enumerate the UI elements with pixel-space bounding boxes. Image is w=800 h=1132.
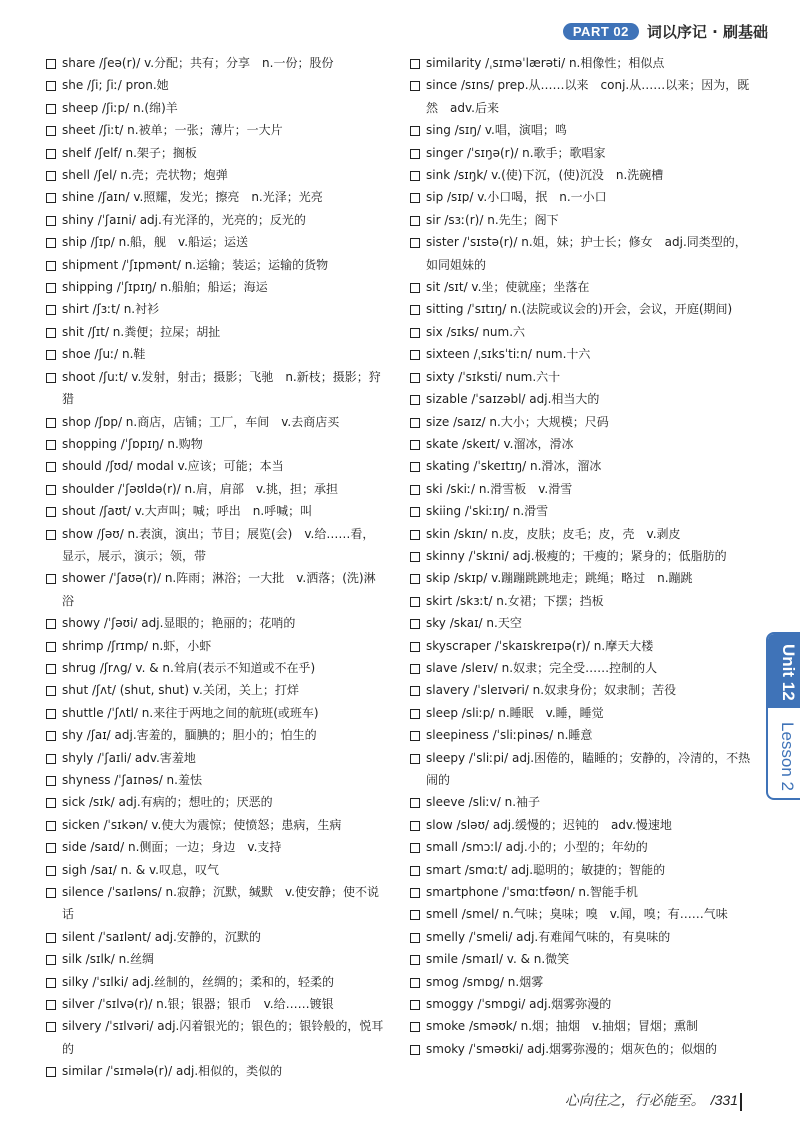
- vocab-entry: [46, 948, 386, 970]
- vocab-entry: [410, 523, 758, 545]
- checkbox-icon[interactable]: [410, 350, 420, 360]
- vocab-entry-text: smelly /ˈsmeli/ adj.有难闻气味的，有臭味的: [426, 929, 671, 944]
- vocab-entry: [46, 97, 386, 119]
- vocab-entry: [410, 993, 758, 1015]
- vocab-entry: [410, 52, 758, 74]
- vocab-entry: [410, 500, 758, 522]
- vocab-entry-text: since /sɪns/ prep.从……以来 conj.从……以来；因为，既然 adv.后来: [426, 78, 750, 115]
- vocab-entry-text: small /smɔːl/ adj.小的；小型的；年幼的: [426, 840, 648, 855]
- vocab-entry: [410, 545, 758, 567]
- vocab-entry-text: shipping /ˈʃɪpɪŋ/ n.船舶；船运；海运: [62, 280, 268, 295]
- vocab-entry-text: skyscraper /ˈskaɪskreɪpə(r)/ n.摩天大楼: [426, 638, 654, 653]
- checkbox-icon[interactable]: [410, 798, 420, 808]
- checkbox-icon[interactable]: [46, 933, 56, 943]
- checkbox-icon[interactable]: [46, 955, 56, 965]
- vocab-entry-text: shut /ʃʌt/ (shut, shut) v.关闭，关上；打烊: [62, 683, 299, 698]
- vocab-entry: [46, 702, 386, 724]
- checkbox-icon[interactable]: [46, 821, 56, 831]
- checkbox-icon[interactable]: [46, 171, 56, 181]
- vocab-entry: [410, 411, 758, 433]
- checkbox-icon[interactable]: [46, 530, 56, 540]
- vocab-entry: [410, 881, 758, 903]
- vocab-entry: [410, 231, 758, 276]
- vocab-entry: [410, 948, 758, 970]
- vocab-entry-text: silvery /ˈsɪlvəri/ adj.闪着银光的；银色的；银铃般的，悦耳的: [62, 1019, 384, 1056]
- vocab-entry: [46, 142, 386, 164]
- vocab-entry-text: showy /ˈʃəʊi/ adj.显眼的；艳丽的；花哨的: [62, 616, 296, 631]
- vocab-entry-text: shy /ʃaɪ/ adj.害羞的，腼腆的；胆小的；怕生的: [62, 728, 317, 743]
- vocab-entry-text: shoe /ʃuː/ n.鞋: [62, 347, 146, 362]
- vocab-entry: [410, 567, 758, 589]
- checkbox-icon[interactable]: [410, 216, 420, 226]
- checkbox-icon[interactable]: [46, 216, 56, 226]
- unit-label: Unit 12: [779, 643, 798, 701]
- vocab-entry-text: side /saɪd/ n.侧面；一边；身边 v.支持: [62, 840, 282, 855]
- vocab-entry: [46, 500, 386, 522]
- vocab-entry: [410, 164, 758, 186]
- checkbox-icon[interactable]: [46, 709, 56, 719]
- checkbox-icon[interactable]: [46, 328, 56, 338]
- vocab-entry: [410, 702, 758, 724]
- vocab-entry-text: shower /ˈʃaʊə(r)/ n.阵雨；淋浴；一大批 v.洒落；(洗)淋浴: [62, 571, 376, 608]
- vocab-entry: [46, 612, 386, 634]
- vocab-entry-text: ski /skiː/ n.滑雪板 v.滑雪: [426, 481, 573, 496]
- vocab-entry-text: sheep /ʃiːp/ n.(绵)羊: [62, 100, 178, 115]
- vocab-entry-text: shout /ʃaʊt/ v.大声叫；喊；呼出 n.呼喊；叫: [62, 504, 313, 519]
- vocab-entry-text: shiny /ˈʃaɪni/ adj.有光泽的，光亮的；反光的: [62, 212, 306, 227]
- unit-side-tab: [766, 632, 800, 800]
- checkbox-icon[interactable]: [410, 126, 420, 136]
- vocab-entry-text: sleepiness /ˈsliːpinəs/ n.睡意: [426, 728, 593, 743]
- vocab-entry-text: shyness /ˈʃaɪnəs/ n.羞怯: [62, 773, 202, 787]
- checkbox-icon[interactable]: [410, 574, 420, 584]
- vocab-entry: [46, 254, 386, 276]
- vocab-entry: [46, 679, 386, 701]
- checkbox-icon[interactable]: [46, 798, 56, 808]
- vocab-entry-text: she /ʃi; ʃiː/ pron.她: [62, 78, 169, 93]
- checkbox-icon[interactable]: [46, 104, 56, 114]
- vocab-entry: [410, 74, 758, 119]
- checkbox-icon[interactable]: [46, 619, 56, 629]
- vocab-entry-text: similar /ˈsɪmələ(r)/ adj.相似的，类似的: [62, 1064, 283, 1079]
- checkbox-icon[interactable]: [46, 1022, 56, 1032]
- vocab-entry: [410, 635, 758, 657]
- checkbox-icon[interactable]: [46, 305, 56, 315]
- checkbox-icon[interactable]: [410, 664, 420, 674]
- vocab-entry: [46, 52, 386, 74]
- vocab-entry: [410, 1038, 758, 1060]
- checkbox-icon[interactable]: [410, 910, 420, 920]
- checkbox-icon[interactable]: [410, 81, 420, 91]
- vocab-entry-text: smoky /ˈsməʊki/ adj.烟雾弥漫的；烟灰色的；似烟的: [426, 1041, 718, 1056]
- checkbox-icon[interactable]: [46, 776, 56, 786]
- checkbox-icon[interactable]: [46, 754, 56, 764]
- checkbox-icon[interactable]: [410, 955, 420, 965]
- vocab-entry-text: sing /sɪŋ/ v.唱，演唱；鸣: [426, 123, 567, 138]
- checkbox-icon[interactable]: [46, 1067, 56, 1077]
- checkbox-icon[interactable]: [410, 619, 420, 629]
- checkbox-icon[interactable]: [46, 866, 56, 876]
- checkbox-icon[interactable]: [410, 888, 420, 898]
- right-vocab-column: [410, 52, 758, 1060]
- vocab-entry: [46, 164, 386, 186]
- vocab-entry-text: sit /sɪt/ v.坐；使就座；坐落在: [426, 280, 590, 295]
- vocab-entry-text: shipment /ˈʃɪpmənt/ n.运输；装运；运输的货物: [62, 257, 329, 272]
- vocab-entry-text: silk /sɪlk/ n.丝绸: [62, 952, 154, 967]
- vocab-entry-text: shyly /ˈʃaɪli/ adv.害羞地: [62, 750, 196, 765]
- vocab-entry-text: sheet /ʃiːt/ n.被单；一张；薄片；一大片: [62, 123, 283, 138]
- vocab-entry: [410, 903, 758, 925]
- vocab-entry: [410, 478, 758, 500]
- checkbox-icon[interactable]: [46, 664, 56, 674]
- vocab-entry-text: slave /sleɪv/ n.奴隶；完全受……控制的人: [426, 660, 658, 675]
- checkbox-icon[interactable]: [46, 507, 56, 517]
- vocab-entry-text: silent /ˈsaɪlənt/ adj.安静的，沉默的: [62, 929, 261, 944]
- checkbox-icon[interactable]: [46, 149, 56, 159]
- checkbox-icon[interactable]: [46, 373, 56, 383]
- vocab-entry-text: skiing /ˈskiːɪŋ/ n.滑雪: [426, 504, 549, 519]
- vocab-entry: [410, 366, 758, 388]
- vocab-entry: [410, 321, 758, 343]
- vocab-entry: [46, 747, 386, 769]
- vocab-entry: [410, 298, 758, 320]
- vocab-entry: [46, 971, 386, 993]
- vocab-entry-text: sitting /ˈsɪtɪŋ/ n.(法院或议会的)开会，会议，开庭(期间): [426, 302, 733, 317]
- vocab-entry-text: shrug /ʃrʌg/ v. & n.耸肩(表示不知道或不在乎): [62, 660, 316, 675]
- vocab-entry-text: shoot /ʃuːt/ v.发射，射击；摄影；飞驰 n.新枝；摄影；狩猎: [62, 369, 381, 407]
- checkbox-icon[interactable]: [410, 709, 420, 719]
- vocab-entry: [410, 791, 758, 813]
- vocab-entry-text: sleepy /ˈsliːpi/ adj.困倦的，瞌睡的；安静的，冷清的，不热闹的: [426, 750, 751, 787]
- vocab-entry-text: smell /smel/ n.气味；臭味；嗅 v.闻，嗅；有……气味: [426, 907, 728, 922]
- checkbox-icon[interactable]: [410, 373, 420, 383]
- vocab-entry: [46, 814, 386, 836]
- vocab-entry-text: shuttle /ˈʃʌtl/ n.来往于两地之间的航班(或班车): [62, 705, 319, 720]
- vocab-entry-text: sir /sɜː(r)/ n.先生；阁下: [426, 212, 559, 227]
- vocab-entry-text: sigh /saɪ/ n. & v.叹息，叹气: [62, 862, 219, 877]
- vocab-entry-text: six /sɪks/ num.六: [426, 324, 526, 339]
- vocab-entry-text: size /saɪz/ n.大小；大规模；尺码: [426, 414, 609, 429]
- vocab-entry: [410, 1015, 758, 1037]
- checkbox-icon[interactable]: [410, 552, 420, 562]
- vocab-entry-text: smartphone /ˈsmɑːtfəʊn/ n.智能手机: [426, 885, 638, 900]
- checkbox-icon[interactable]: [410, 283, 420, 293]
- checkbox-icon[interactable]: [410, 686, 420, 696]
- vocab-entry-text: shine /ʃaɪn/ v.照耀，发光；擦亮 n.光泽；光亮: [62, 190, 323, 205]
- vocab-entry: [410, 388, 758, 410]
- checkbox-icon[interactable]: [410, 933, 420, 943]
- vocab-entry: [46, 186, 386, 208]
- checkbox-icon[interactable]: [46, 261, 56, 271]
- vocab-entry: [46, 567, 386, 612]
- checkbox-icon[interactable]: [410, 440, 420, 450]
- vocab-entry-text: skating /ˈskeɪtɪŋ/ n.滑冰，溜冰: [426, 459, 602, 474]
- vocab-entry-text: singer /ˈsɪŋə(r)/ n.歌手；歌唱家: [426, 145, 606, 160]
- page-header: [563, 18, 768, 44]
- checkbox-icon[interactable]: [410, 821, 420, 831]
- checkbox-icon[interactable]: [410, 507, 420, 517]
- checkbox-icon[interactable]: [410, 843, 420, 853]
- vocab-entry: [46, 791, 386, 813]
- checkbox-icon[interactable]: [410, 1045, 420, 1055]
- vocab-entry-text: shelf /ʃelf/ n.架子；搁板: [62, 145, 197, 160]
- vocab-entry: [410, 612, 758, 634]
- vocab-entry: [410, 590, 758, 612]
- vocab-entry: [410, 433, 758, 455]
- checkbox-icon[interactable]: [410, 59, 420, 69]
- vocab-entry-text: sixteen /ˌsɪksˈtiːn/ num.十六: [426, 347, 591, 362]
- vocab-entry-text: silky /ˈsɪlki/ adj.丝制的，丝绸的；柔和的，轻柔的: [62, 974, 335, 989]
- checkbox-icon[interactable]: [410, 642, 420, 652]
- vocab-entry: [46, 119, 386, 141]
- checkbox-icon[interactable]: [46, 238, 56, 248]
- vocab-entry: [410, 209, 758, 231]
- footer-motto: 心向往之，行必能至。: [564, 1093, 705, 1109]
- checkbox-icon[interactable]: [46, 59, 56, 69]
- checkbox-icon[interactable]: [410, 418, 420, 428]
- checkbox-icon[interactable]: [410, 305, 420, 315]
- vocab-entry: [410, 814, 758, 836]
- checkbox-icon[interactable]: [410, 597, 420, 607]
- vocab-entry: [46, 74, 386, 96]
- vocab-entry: [46, 657, 386, 679]
- vocab-entry: [410, 343, 758, 365]
- checkbox-icon[interactable]: [410, 754, 420, 764]
- vocab-entry: [46, 231, 386, 253]
- vocab-entry-text: shit /ʃɪt/ n.粪便；拉屎；胡扯: [62, 324, 221, 339]
- vocab-entry: [46, 321, 386, 343]
- checkbox-icon[interactable]: [410, 171, 420, 181]
- checkbox-icon[interactable]: [46, 462, 56, 472]
- vocab-entry: [410, 119, 758, 141]
- vocab-entry-text: sixty /ˈsɪksti/ num.六十: [426, 369, 561, 384]
- checkbox-icon[interactable]: [46, 642, 56, 652]
- vocab-entry-text: skin /skɪn/ n.皮，皮肤；皮毛；皮，壳 v.剥皮: [426, 526, 681, 541]
- vocab-entry-text: silence /ˈsaɪləns/ n.寂静；沉默，缄默 v.使安静；使不说话: [62, 885, 379, 922]
- vocab-entry-text: share /ʃeə(r)/ v.分配；共有；分享 n.一份；股份: [62, 56, 334, 70]
- vocab-entry-text: sleep /sliːp/ n.睡眠 v.睡，睡觉: [426, 705, 604, 720]
- part-badge: PART 02: [563, 23, 639, 40]
- checkbox-icon[interactable]: [46, 888, 56, 898]
- vocab-entry: [410, 836, 758, 858]
- vocab-entry-text: sicken /ˈsɪkən/ v.使大为震惊；使愤怒；患病，生病: [62, 817, 342, 832]
- checkbox-icon[interactable]: [46, 126, 56, 136]
- checkbox-icon[interactable]: [46, 686, 56, 696]
- vocab-entry-text: sleeve /sliːv/ n.袖子: [426, 795, 541, 810]
- vocab-entry-text: shoulder /ˈʃəʊldə(r)/ n.肩，肩部 v.挑，担；承担: [62, 481, 338, 496]
- vocab-entry-text: similarity /ˌsɪməˈlærəti/ n.相像性；相似点: [426, 56, 665, 70]
- vocab-entry: [46, 926, 386, 948]
- checkbox-icon[interactable]: [46, 418, 56, 428]
- section-title: 词以序记 · 刷基础: [646, 22, 768, 41]
- lesson-label: Lesson 2: [778, 721, 797, 791]
- vocab-entry: [46, 635, 386, 657]
- vocab-entry: [46, 859, 386, 881]
- vocab-entry-text: smoke /sməʊk/ n.烟；抽烟 v.抽烟；冒烟；熏制: [426, 1019, 698, 1034]
- vocab-entry-text: sky /skaɪ/ n.天空: [426, 616, 522, 631]
- vocab-entry-text: smile /smaɪl/ v. & n.微笑: [426, 952, 570, 967]
- vocab-entry: [46, 411, 386, 433]
- checkbox-icon[interactable]: [410, 530, 420, 540]
- vocab-entry: [410, 679, 758, 701]
- checkbox-icon[interactable]: [410, 978, 420, 988]
- checkbox-icon[interactable]: [46, 731, 56, 741]
- vocab-entry-text: ship /ʃɪp/ n.船，舰 v.船运；运送: [62, 235, 249, 250]
- vocab-entry: [410, 657, 758, 679]
- vocab-entry-text: skirt /skɜːt/ n.女裙；下摆；挡板: [426, 593, 604, 608]
- checkbox-icon[interactable]: [46, 485, 56, 495]
- vocab-entry: [46, 881, 386, 926]
- vocab-entry: [410, 971, 758, 993]
- vocab-entry-text: shop /ʃɒp/ n.商店，店铺；工厂，车间 v.去商店买: [62, 414, 340, 429]
- vocab-entry: [46, 343, 386, 365]
- vocab-entry-text: shrimp /ʃrɪmp/ n.虾，小虾: [62, 638, 212, 653]
- checkbox-icon[interactable]: [410, 1000, 420, 1010]
- vocab-entry-text: sizable /ˈsaɪzəbl/ adj.相当大的: [426, 392, 600, 407]
- checkbox-icon[interactable]: [410, 149, 420, 159]
- vocab-entry: [410, 926, 758, 948]
- vocab-entry-text: sip /sɪp/ v.小口喝，抿 n.一小口: [426, 190, 607, 205]
- vocab-entry: [46, 366, 386, 411]
- checkbox-icon[interactable]: [410, 395, 420, 405]
- vocab-entry: [410, 276, 758, 298]
- vocab-entry-text: should /ʃʊd/ modal v.应该；可能；本当: [62, 459, 284, 474]
- checkbox-icon[interactable]: [46, 350, 56, 360]
- vocab-entry: [46, 836, 386, 858]
- vocab-entry: [410, 724, 758, 746]
- vocab-entry-text: smart /smɑːt/ adj.聪明的；敏捷的；智能的: [426, 862, 666, 877]
- vocab-entry-text: shell /ʃel/ n.壳；壳状物；炮弹: [62, 168, 228, 183]
- vocab-entry-text: shopping /ˈʃɒpɪŋ/ n.购物: [62, 436, 203, 451]
- vocab-entry-text: sink /sɪŋk/ v.(使)下沉，(使)沉没 n.洗碗槽: [426, 168, 664, 183]
- checkbox-icon[interactable]: [46, 843, 56, 853]
- vocab-entry: [46, 298, 386, 320]
- page-number: /331: [710, 1092, 738, 1108]
- vocab-entry-text: slavery /ˈsleɪvəri/ n.奴隶身份；奴隶制；苦役: [426, 683, 677, 698]
- vocab-entry-text: slow /sləʊ/ adj.缓慢的；迟钝的 adv.慢速地: [426, 817, 672, 832]
- vocab-entry-text: sister /ˈsɪstə(r)/ n.姐，妹；护士长；修女 adj.同类型的，如同姐妹的: [426, 235, 747, 272]
- checkbox-icon[interactable]: [410, 866, 420, 876]
- vocab-entry: [46, 433, 386, 455]
- vocab-entry-text: skate /skeɪt/ v.溜冰，滑冰: [426, 436, 574, 451]
- checkbox-icon[interactable]: [410, 731, 420, 741]
- vocab-entry: [46, 993, 386, 1015]
- vocab-entry: [46, 209, 386, 231]
- vocab-entry: [46, 455, 386, 477]
- vocab-entry: [46, 724, 386, 746]
- vocab-entry-text: show /ʃəʊ/ n.表演，演出；节目；展览(会) v.给……看，显示，展示，演示；领，带: [62, 526, 375, 563]
- vocab-entry: [46, 1060, 386, 1082]
- vocab-entry: [46, 276, 386, 298]
- left-vocab-column: [46, 52, 386, 1083]
- vocab-entry-text: silver /ˈsɪlvə(r)/ n.银；银器；银币 v.给……镀银: [62, 997, 334, 1012]
- checkbox-icon[interactable]: [410, 1022, 420, 1032]
- checkbox-icon[interactable]: [410, 328, 420, 338]
- vocab-entry: [410, 747, 758, 792]
- checkbox-icon[interactable]: [410, 462, 420, 472]
- checkbox-icon[interactable]: [410, 193, 420, 203]
- checkbox-icon[interactable]: [46, 1000, 56, 1010]
- vocab-entry-text: skinny /ˈskɪni/ adj.极瘦的；干瘦的；紧身的；低脂肪的: [426, 548, 727, 563]
- vocab-entry: [410, 455, 758, 477]
- vocab-entry: [46, 478, 386, 500]
- vocab-entry: [46, 769, 386, 791]
- checkbox-icon[interactable]: [410, 238, 420, 248]
- vocab-entry: [46, 523, 386, 568]
- vocab-entry-text: smoggy /ˈsmɒgi/ adj.烟雾弥漫的: [426, 997, 612, 1012]
- page-number-bar: [740, 1093, 742, 1111]
- vocab-entry-text: smog /smɒg/ n.烟雾: [426, 974, 544, 989]
- checkbox-icon[interactable]: [46, 193, 56, 203]
- vocab-entry: [410, 859, 758, 881]
- vocab-entry: [410, 142, 758, 164]
- vocab-entry: [46, 1015, 386, 1060]
- vocab-entry-text: sick /sɪk/ adj.有病的；想吐的；厌恶的: [62, 795, 273, 810]
- vocab-entry-text: shirt /ʃɜːt/ n.衬衫: [62, 302, 160, 317]
- checkbox-icon[interactable]: [46, 574, 56, 584]
- checkbox-icon[interactable]: [410, 485, 420, 495]
- vocab-entry: [410, 186, 758, 208]
- vocab-entry-text: skip /skɪp/ v.蹦蹦跳跳地走；跳绳；略过 n.蹦跳: [426, 571, 693, 586]
- page-footer: [565, 1090, 738, 1110]
- checkbox-icon[interactable]: [46, 81, 56, 91]
- checkbox-icon[interactable]: [46, 283, 56, 293]
- checkbox-icon[interactable]: [46, 440, 56, 450]
- checkbox-icon[interactable]: [46, 978, 56, 988]
